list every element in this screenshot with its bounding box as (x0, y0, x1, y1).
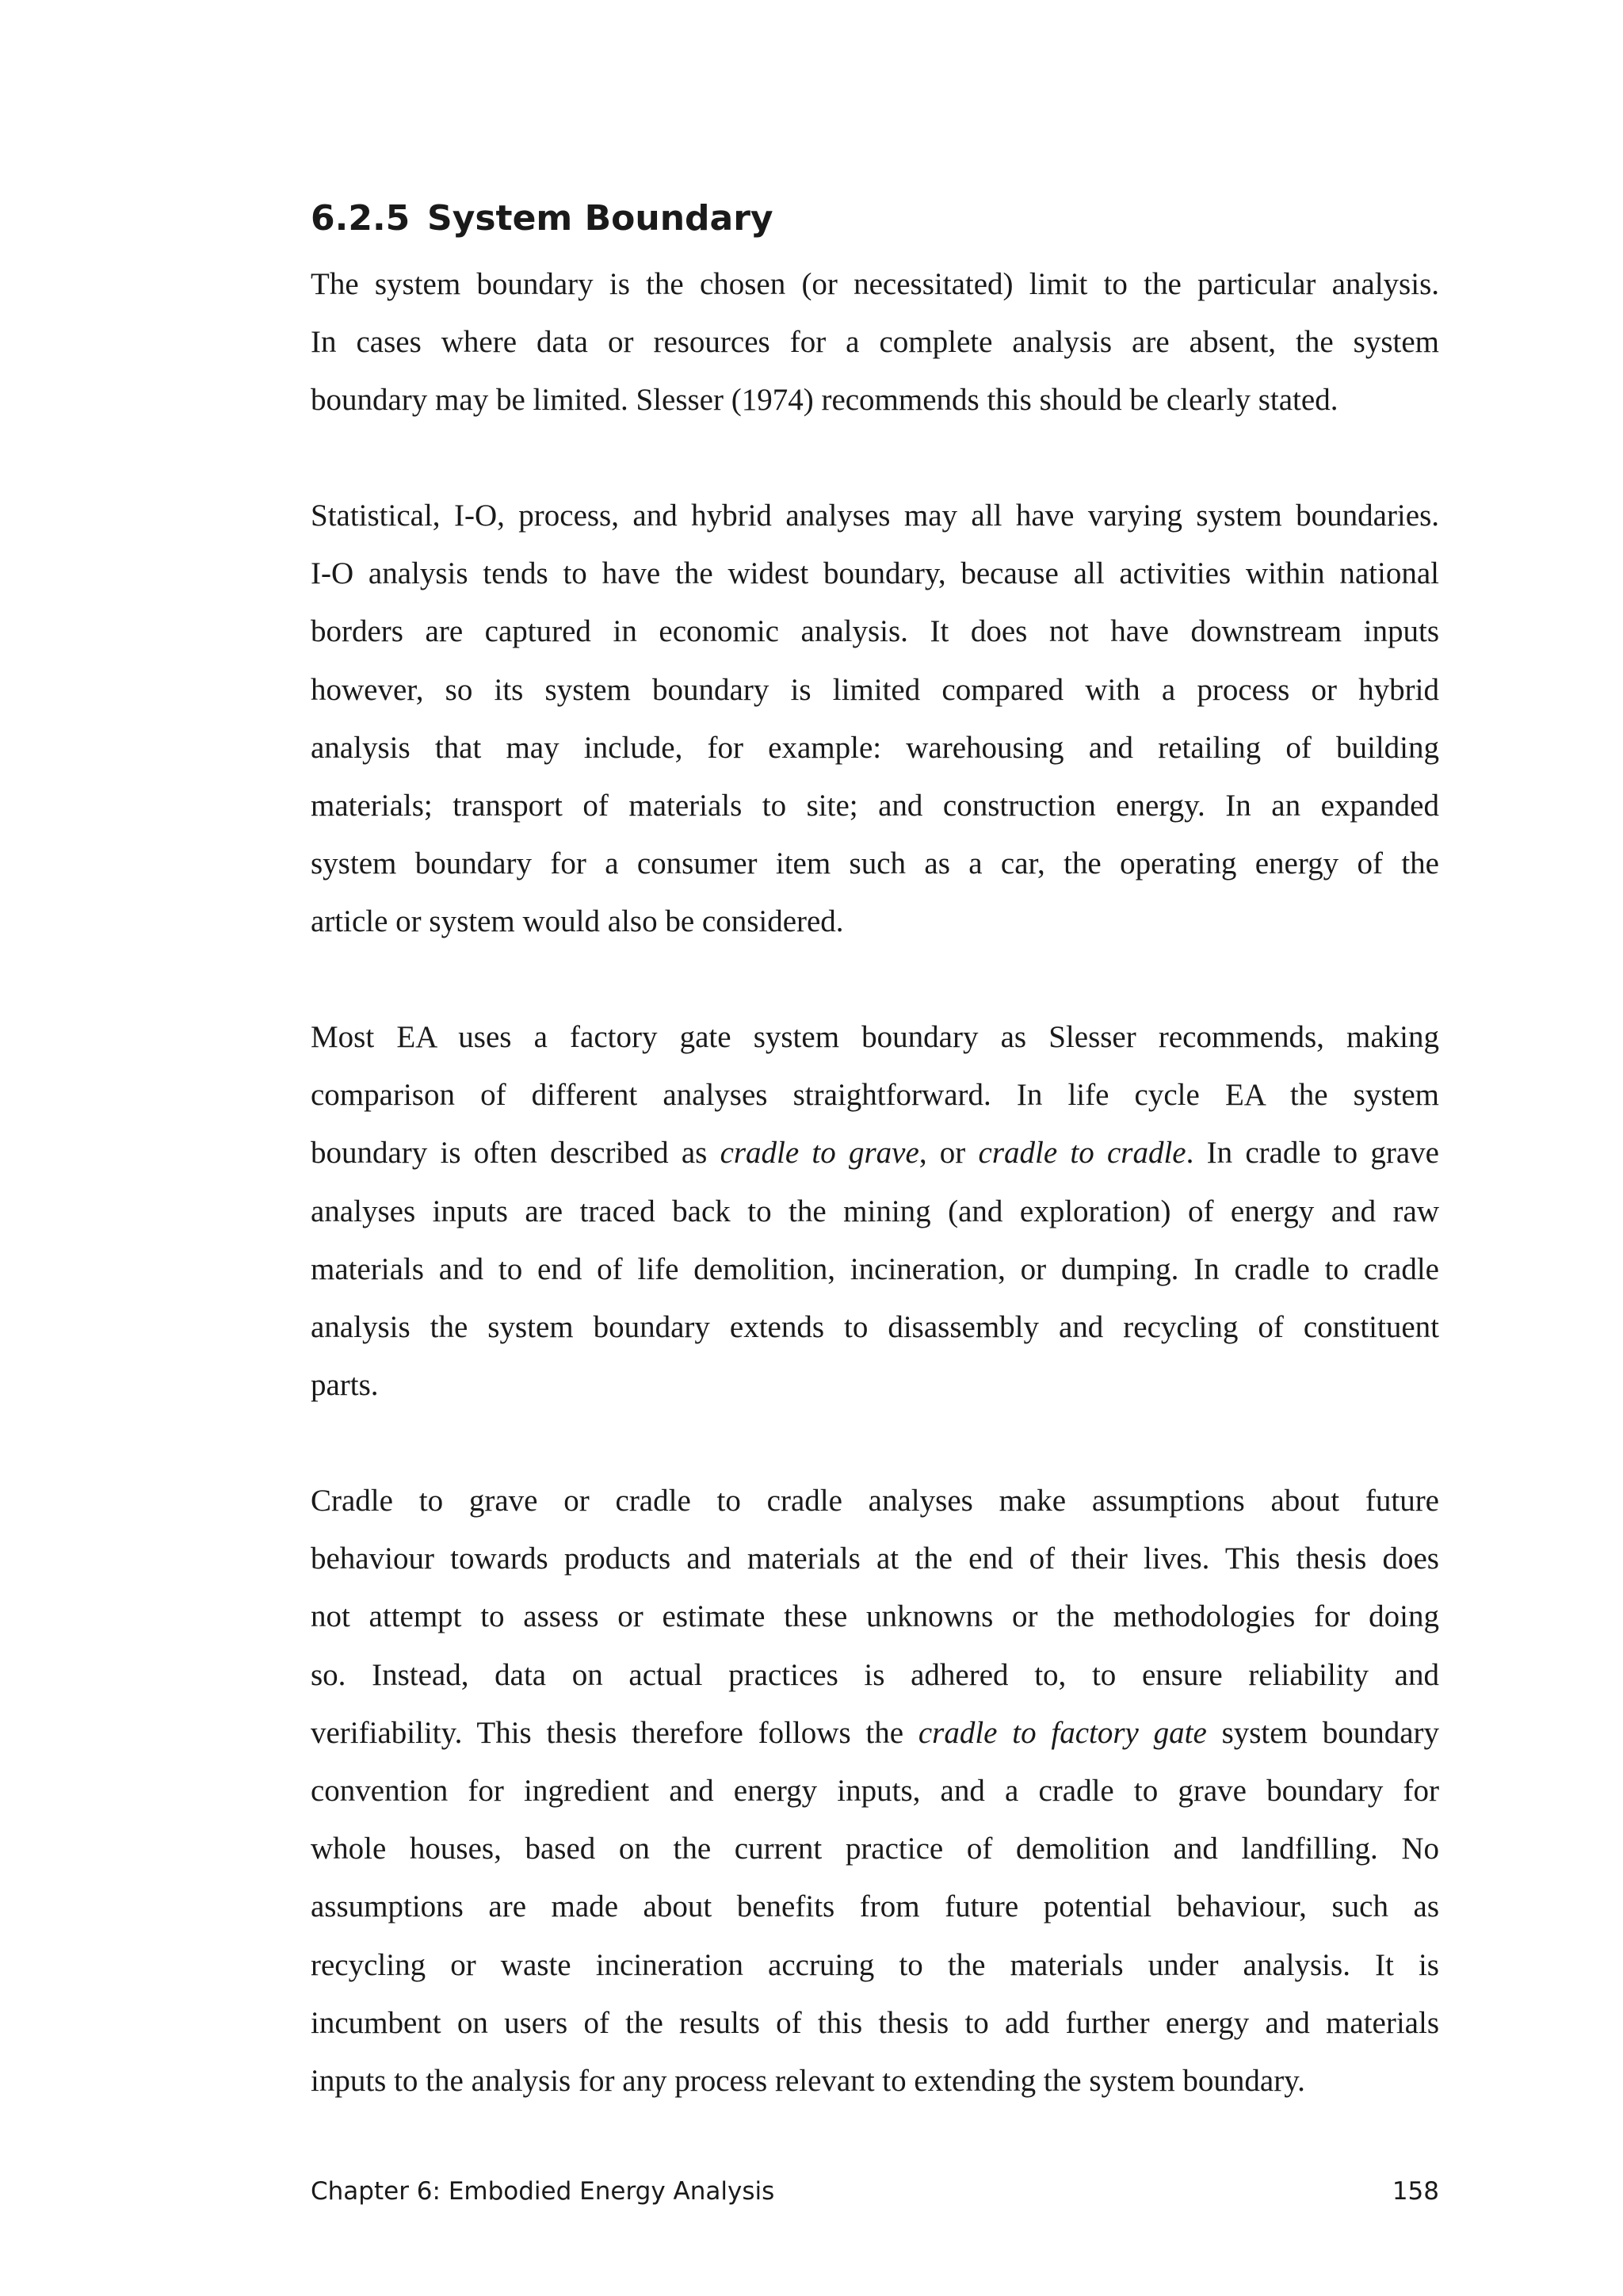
text-run: verifiability. This thesis therefore follows the (311, 1715, 918, 1750)
text-line: Cradle to grave or cradle to cradle analyses make assumptions about future (311, 1484, 1439, 1518)
emphasis-cradle-to-factory-gate: cradle to factory gate (918, 1715, 1207, 1750)
footer-chapter-title: Chapter 6: Embodied Energy Analysis (311, 2177, 775, 2206)
text-line: incumbent on users of the results of this thesis to add further energy and materials (311, 2005, 1439, 2040)
text-line: materials; transport of materials to site; and construction energy. In an expanded (311, 788, 1439, 823)
emphasis-cradle-to-grave: cradle to grave (720, 1136, 919, 1171)
text-line: boundary may be limited. Slesser (1974) recommends this should be clearly stated. (311, 383, 1338, 418)
section-title: System Boundary (427, 198, 773, 239)
text-line-with-emphasis (311, 1124, 1439, 1182)
paragraph-1 (311, 255, 1439, 430)
text-line: borders are captured in economic analysis. It does not have downstream inputs (311, 614, 1439, 649)
text-line-with-emphasis (311, 1704, 1439, 1762)
footer-page-number: 158 (1392, 2177, 1439, 2206)
text-line: The system boundary is the chosen (or necessitated) limit to the particular analysis. (311, 267, 1439, 301)
document-page (311, 0, 1439, 2296)
text-run: , or (918, 1136, 979, 1171)
text-line: comparison of different analyses straightforward. In life cycle EA the system (311, 1078, 1439, 1113)
text-line: I-O analysis tends to have the widest boundary, because all activities within national (311, 556, 1439, 591)
emphasis-cradle-to-cradle: cradle to cradle (978, 1136, 1186, 1171)
text-line: analysis that may include, for example: warehousing and retailing of building (311, 730, 1439, 765)
paragraph-3 (311, 1008, 1439, 1414)
text-run: . In cradle to grave (1186, 1136, 1439, 1171)
section-number: 6.2.5 (311, 198, 411, 239)
text-line: whole houses, based on the current practice of demolition and landfilling. No (311, 1832, 1439, 1866)
text-line: recycling or waste incineration accruing to the materials under analysis. It is (311, 1947, 1439, 1982)
text-line: parts. (311, 1368, 379, 1403)
paragraph-4 (311, 1472, 1439, 2110)
section-heading (311, 193, 1439, 244)
text-line: convention for ingredient and energy inputs, and a cradle to grave boundary for (311, 1773, 1439, 1808)
text-line: assumptions are made about benefits from future potential behaviour, such as (311, 1889, 1439, 1924)
text-line: analysis the system boundary extends to disassembly and recycling of constituent (311, 1309, 1439, 1344)
text-line: In cases where data or resources for a complete analysis are absent, the system (311, 325, 1439, 360)
text-line: system boundary for a consumer item such as a car, the operating energy of the (311, 846, 1439, 881)
text-line: behaviour towards products and materials at the end of their lives. This thesis does (311, 1541, 1439, 1576)
text-line: article or system would also be considered. (311, 904, 844, 939)
paragraph-2 (311, 487, 1439, 951)
text-line: inputs to the analysis for any process relevant to extending the system boundary. (311, 2063, 1305, 2098)
text-line: so. Instead, data on actual practices is adhered to, to ensure reliability and (311, 1657, 1439, 1692)
text-line: Statistical, I-O, process, and hybrid analyses may all have varying system boundaries. (311, 499, 1439, 533)
text-run: boundary is often described as (311, 1136, 720, 1171)
text-run: system boundary (1206, 1715, 1439, 1750)
text-line: however, so its system boundary is limited compared with a process or hybrid (311, 672, 1439, 707)
text-line: Most EA uses a factory gate system boundary as Slesser recommends, making (311, 1020, 1439, 1054)
text-line: materials and to end of life demolition, incineration, or dumping. In cradle to cradle (311, 1251, 1439, 1286)
page-footer (311, 2172, 1439, 2211)
text-line: analyses inputs are traced back to the mining (and exploration) of energy and raw (311, 1194, 1439, 1228)
text-line: not attempt to assess or estimate these unknowns or the methodologies for doing (311, 1599, 1439, 1634)
